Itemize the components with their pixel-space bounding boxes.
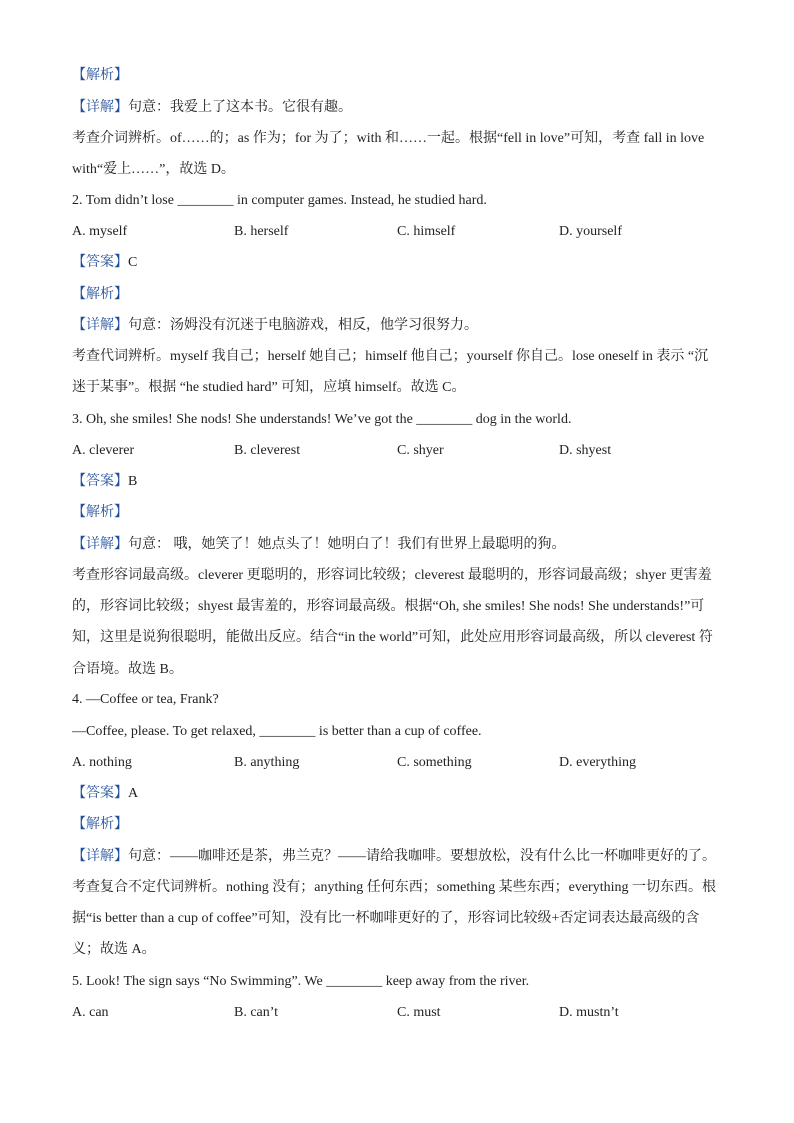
detail-text: 句意：汤姆没有沉迷于电脑游戏，相反，他学习很努力。	[128, 318, 478, 333]
detail-tag: 【详解】	[72, 318, 128, 333]
answer-tag: 【答案】	[72, 255, 128, 270]
option-c: C. shyer	[397, 443, 444, 458]
explanation-line: 的，形容词比较级；shyest 最害羞的，形容词最高级。根据“Oh, she smiles! She nods! She understands!”可	[72, 599, 705, 614]
option-d: D. yourself	[559, 224, 622, 239]
option-d: D. everything	[559, 755, 636, 770]
detail-line	[72, 98, 722, 118]
detail-tag: 【详解】	[72, 537, 128, 552]
explanation-line: 考查介词辨析。of……的；as 作为；for 为了；with 和……一起。根据“fell in love”可知，考查 fall in love	[72, 131, 705, 146]
option-c: C. something	[397, 755, 472, 770]
options-row	[72, 753, 722, 773]
explanation-line: 考查形容词最高级。cleverer 更聪明的，形容词比较级；cleverest 最聪明的，形容词最高级；shyer 更害羞	[72, 568, 712, 583]
explanation-line: 迷于某事”。根据 “he studied hard” 可知，应填 himself。故选 C。	[72, 380, 466, 395]
option-c: C. himself	[397, 224, 456, 239]
option-b: B. can’t	[234, 1005, 279, 1020]
answer-line	[72, 472, 722, 492]
explanation-line: with“爱上……”，故选 D。	[72, 162, 235, 177]
explanation-line: 合语境。故选 B。	[72, 662, 183, 677]
question-stem: 4. —Coffee or tea, Frank?	[72, 692, 219, 707]
answer-line	[72, 784, 722, 804]
analysis-heading	[72, 285, 722, 305]
answer-value: C	[128, 255, 138, 270]
detail-line	[72, 847, 722, 867]
explanation-line: 考查复合不定代词辨析。nothing 没有；anything 任何东西；something 某些东西；everything 一切东西。根	[72, 880, 716, 895]
option-d: D. shyest	[559, 443, 612, 458]
option-a: A. can	[72, 1005, 109, 1020]
options-row	[72, 222, 722, 242]
analysis-tag: 【解析】	[72, 287, 128, 302]
detail-tag: 【详解】	[72, 100, 128, 115]
detail-text: 句意： 哦，她笑了！她点头了！她明白了！我们有世界上最聪明的狗。	[128, 537, 566, 552]
option-a: A. cleverer	[72, 443, 135, 458]
question-stem: 5. Look! The sign says “No Swimming”. We ________ keep away from the river.	[72, 974, 530, 989]
detail-line	[72, 316, 722, 336]
option-b: B. cleverest	[234, 443, 301, 458]
option-b: B. herself	[234, 224, 289, 239]
analysis-heading	[72, 66, 722, 86]
detail-tag: 【详解】	[72, 849, 128, 864]
analysis-heading	[72, 815, 722, 835]
question-stem: —Coffee, please. To get relaxed, ________ is better than a cup of coffee.	[72, 724, 482, 739]
answer-tag: 【答案】	[72, 786, 128, 801]
option-a: A. nothing	[72, 755, 132, 770]
analysis-heading	[72, 503, 722, 523]
option-c: C. must	[397, 1005, 441, 1020]
question-stem: 2. Tom didn’t lose ________ in computer games. Instead, he studied hard.	[72, 193, 487, 208]
answer-line	[72, 253, 722, 273]
answer-value: B	[128, 474, 138, 489]
explanation-line: 义；故选 A。	[72, 942, 156, 957]
detail-line	[72, 535, 722, 555]
analysis-tag: 【解析】	[72, 505, 128, 520]
detail-text: 句意：我爱上了这本书。它很有趣。	[128, 100, 352, 115]
detail-text: 句意：——咖啡还是茶，弗兰克？——请给我咖啡。要想放松，没有什么比一杯咖啡更好的了。	[128, 849, 716, 864]
explanation-line: 考查代词辨析。myself 我自己；herself 她自己；himself 他自己；yourself 你自己。lose oneself in 表示 “沉	[72, 349, 709, 364]
options-row	[72, 441, 722, 461]
option-d: D. mustn’t	[559, 1005, 619, 1020]
option-b: B. anything	[234, 755, 300, 770]
analysis-tag: 【解析】	[72, 817, 128, 832]
question-stem: 3. Oh, she smiles! She nods! She understands! We’ve got the ________ dog in the world.	[72, 412, 572, 427]
explanation-line: 知，这里是说狗很聪明，能做出反应。结合“in the world”可知，此处应用形容词最高级，所以 cleverest 符	[72, 630, 713, 645]
answer-value: A	[128, 786, 139, 801]
analysis-tag: 【解析】	[72, 68, 128, 83]
options-row	[72, 1003, 722, 1023]
explanation-line: 据“is better than a cup of coffee”可知，没有比一杯咖啡更好的了，形容词比较级+否定词表达最高级的含	[72, 911, 700, 926]
answer-tag: 【答案】	[72, 474, 128, 489]
option-a: A. myself	[72, 224, 128, 239]
